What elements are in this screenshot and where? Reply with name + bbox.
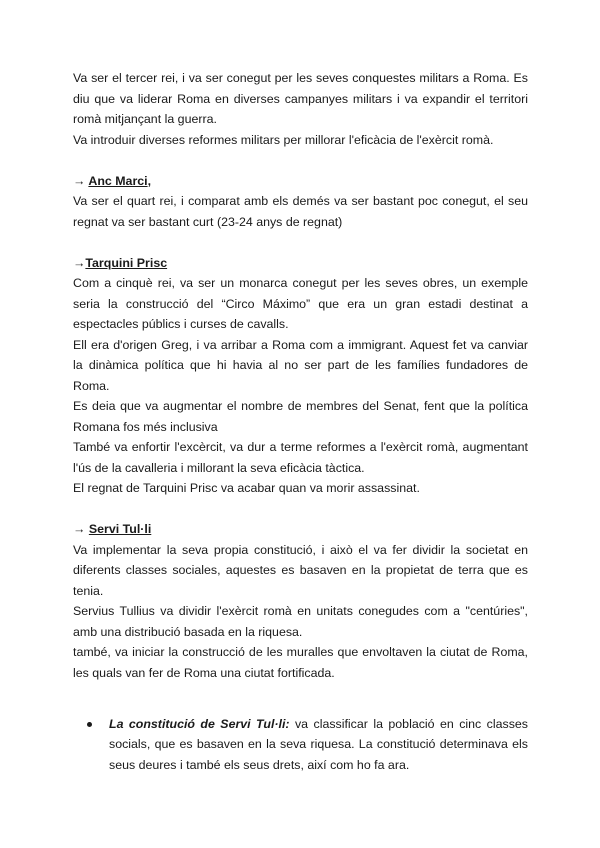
heading-servi-tulli-name: Servi Tul·li bbox=[88, 522, 152, 536]
tarquini-paragraph-1: Com a cinquè rei, va ser un monarca conegut per les seves obres, un exemple seria la construcció del “Circo Máximo” que era un gran estadi destinat a espectacles públics i curses de cavalls. bbox=[73, 276, 528, 331]
bullet-label: La constitució de Servi Tul·li: bbox=[109, 716, 290, 731]
heading-servi-tulli bbox=[73, 519, 528, 540]
heading-anc-marci bbox=[73, 171, 528, 192]
servi-paragraph-3: també, va iniciar la construcció de les muralles que envoltaven la ciutat de Roma, les quals van fer de Roma una ciutat fortificada. bbox=[73, 645, 528, 680]
spacer bbox=[73, 150, 528, 171]
arrow-icon: → bbox=[73, 522, 86, 536]
spacer bbox=[73, 499, 528, 520]
bullet-icon bbox=[87, 722, 92, 727]
intro-paragraph-1: Va ser el tercer rei, i va ser conegut per les seves conquestes militars a Roma. Es diu que va liderar Roma en diverses campanyes militars i va expandir el territori romà mitjançant la guerra. bbox=[73, 71, 528, 126]
heading-tarquini-prisc bbox=[73, 253, 528, 274]
arrow-icon: → bbox=[73, 255, 86, 270]
anc-paragraph-1: Va ser el quart rei, i comparat amb els demés va ser bastant poc conegut, el seu regnat va ser bastant curt (23-24 anys de regnat) bbox=[73, 194, 528, 229]
bullet-text: va classificar la població en cinc classes socials, que es basaven en la seva riquesa. La constitució determinava els seus deures i també els seus drets, així com ho fa ara. bbox=[109, 716, 528, 772]
servi-paragraph-1: Va implementar la seva propia constitució, i això el va fer dividir la societat en diferents classes sociales, aquestes es basaven en la propietat de terra que es tenia. bbox=[73, 542, 528, 598]
servi-paragraph-2: Servius Tullius va dividir l'exèrcit romà en unitats conegudes com a "centúries", amb una distribució basada en la riquesa. bbox=[73, 604, 528, 639]
tarquini-paragraph-5: El regnat de Tarquini Prisc va acabar quan va morir assassinat. bbox=[73, 481, 420, 495]
tarquini-paragraph-2: Ell era d'origen Greg, i va arribar a Roma com a immigrant. Aquest fet va canviar la dinàmica política que hi havia al no ser part de les famílies fundadores de Roma. bbox=[73, 337, 528, 393]
heading-tarquini-prisc-name: Tarquini Prisc bbox=[85, 255, 168, 270]
tarquini-paragraph-4: També va enfortir l'excèrcit, va dur a terme reformes a l'exèrcit romà, augmentant l'ús de la cavalleria i millorant la seva eficàcia tàctica. bbox=[73, 440, 528, 475]
arrow-icon: → bbox=[73, 173, 86, 188]
spacer bbox=[73, 683, 528, 704]
spacer bbox=[73, 704, 528, 714]
spacer bbox=[73, 232, 528, 253]
intro-paragraph-2: Va introduir diverses reformes militars per millorar l'eficàcia de l'exèrcit romà. bbox=[73, 132, 494, 147]
bullet-list bbox=[73, 714, 528, 776]
tarquini-paragraph-3: Es deia que va augmentar el nombre de membres del Senat, fent que la política Romana fos més inclusiva bbox=[73, 399, 528, 434]
heading-anc-marci-name: Anc Marci bbox=[88, 173, 148, 188]
heading-anc-marci-suffix: , bbox=[147, 173, 152, 188]
list-item bbox=[73, 714, 528, 776]
